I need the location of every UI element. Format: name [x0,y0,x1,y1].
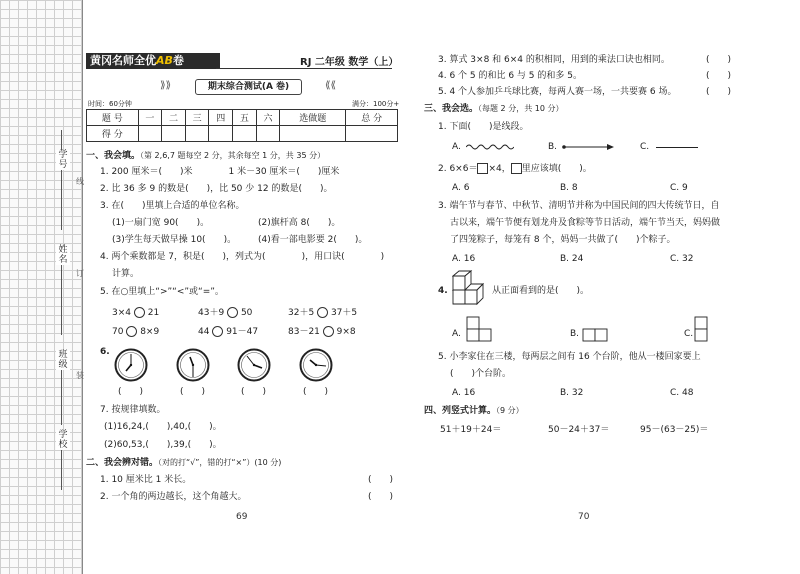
choice-2-text-c: 里应该填( )。 [521,164,592,174]
page-number-left: 69 [236,512,248,522]
edition-label: RJ 二年级 数学（上） [300,57,399,68]
exam-full-score: 满分：100分+ [352,100,400,108]
compare-circle[interactable] [317,307,328,318]
choice-3-line-2: 古以来，端午节便有划龙舟及食粽等节日活动，端午节当天，妈妈做 [450,218,721,228]
fold-mark-2: 订 [76,269,84,278]
calc-problem-1: 51＋19＋24＝ [440,425,502,435]
score-input-cell[interactable] [138,126,162,142]
view-shape-a-icon [466,316,492,342]
compare-right: 91－47 [226,327,259,337]
question-1-4b: 计算。 [112,269,140,279]
question-1-1: 1. 200 厘米＝( )米 1 米－30 厘米＝( )厘米 [100,167,340,177]
section-3-heading [424,103,563,115]
question-1-7: 7. 按规律填数。 [100,405,166,415]
brand-suffix: 卷 [172,54,184,67]
score-table-cell: 总 分 [346,110,398,126]
compare-left: 70 [112,327,124,337]
choice-3-option-a[interactable]: A. 16 [452,254,476,264]
choice-2 [438,163,592,175]
brand-banner [86,53,220,69]
exam-title: 期末综合测试(A 卷) [195,79,302,95]
question-1-7b: (2)60,53,( ),39,( )。 [104,440,222,450]
choice-1-option-a[interactable]: A. [452,142,461,152]
section-3-note: （每题 2 分，共 10 分） [478,104,564,113]
clock-icon-1 [114,348,148,382]
score-input-cell[interactable] [256,126,280,142]
score-table-row [87,110,398,126]
score-table-cell: 二 [162,110,186,126]
choice-3-line-1: 3. 端午节与春节、中秋节、清明节并称为中国民间的四大传统节日，自 [438,201,720,211]
compare-left: 32＋5 [288,308,315,318]
choice-2-option-a[interactable]: A. 6 [452,183,470,193]
choice-2-option-c[interactable]: C. 9 [670,183,688,193]
score-table-cell: 三 [185,110,209,126]
compare-circle[interactable] [212,326,223,337]
clock-blank-4[interactable]: ( ) [303,387,329,397]
section-2-title: 二、我会辨对错。 [86,458,159,468]
fold-mark-1: 线 [76,177,84,186]
choice-3-line-3: 了四笼粽子，每笼有 8 个，妈妈一共做了( )个粽子。 [450,235,676,245]
score-table-cell: 得 分 [87,126,139,142]
judge-5: 5. 4 个人参加乒乓球比赛，每两人赛一场，一共要赛 6 场。 [438,87,677,97]
section-1-title: 一、我会填。 [86,151,141,161]
binder-grid-strip [0,0,83,574]
calc-problem-2: 50－24＋37＝ [548,425,610,435]
clock-blank-1[interactable]: ( ) [118,387,144,397]
judge-4-paren[interactable]: ( ) [706,71,732,81]
binder-label-xingming: 姓名 [56,245,70,265]
choice-5-option-b[interactable]: B. 32 [560,388,584,398]
question-1-6: 6. [100,347,110,357]
section-4-note: （9 分） [496,406,524,415]
score-input-cell[interactable] [162,126,186,142]
binder-line-2 [61,255,62,335]
compare-right: 9×8 [336,327,356,337]
score-table-cell: 一 [138,110,162,126]
choice-4-option-b[interactable]: B. [570,329,580,339]
question-1-3b: (2)旗杆高 8( )。 [258,218,341,228]
exam-time: 时间：60分钟 [88,100,132,108]
judge-3: 3. 算式 3×8 和 6×4 的积相同，用到的乘法口诀也相同。 [438,55,670,65]
clock-icon-3 [237,348,271,382]
compare-circle[interactable] [126,326,137,337]
compare-left: 3×4 [112,308,131,318]
score-table-cell: 四 [209,110,233,126]
blank-box [511,163,522,174]
segment-line-icon [656,147,698,148]
calc-problem-3: 95－(63－25)＝ [640,425,709,435]
compare-circle[interactable] [227,307,238,318]
section-1-note: （第 2,6,7 题每空 2 分，其余每空 1 分，共 35 分） [140,151,326,160]
score-table-cell: 六 [256,110,280,126]
title-arrows-right-icon: ⟪⟪ [325,80,337,91]
compare-right: 50 [240,308,253,318]
blank-box [477,163,488,174]
choice-1-option-c[interactable]: C. [640,142,650,152]
score-input-cell[interactable] [280,126,346,142]
section-4-heading [424,405,524,417]
compare-right: 21 [147,308,160,318]
brand-name: 黄冈名师全优 [90,54,156,67]
cube-stack-icon [452,270,490,306]
question-1-4a: 4. 两个乘数都是 7，积是( )，列式为( )，用口诀( ) [100,252,385,262]
question-1-7a: (1)16,24,( ),40,( )。 [104,422,222,432]
view-shape-b-icon [582,328,608,342]
judge-2-paren[interactable]: ( ) [368,492,394,502]
judge-5-paren[interactable]: ( ) [706,87,732,97]
binder-line-1 [61,130,62,230]
choice-4-number: 4. [438,286,448,296]
section-2-note: （对的打“√”，错的打“×”）(10 分) [158,458,282,467]
section-4-title: 四、列竖式计算。 [424,406,497,416]
score-table-cell: 五 [233,110,257,126]
choice-2-text-b: ×4， [488,164,511,174]
compare-item-3 [288,307,357,319]
binder-label-xuexiao: 学校 [56,430,70,450]
score-table-row [87,126,398,142]
score-table [86,109,398,142]
choice-4-option-a[interactable]: A. [452,329,461,339]
section-2-heading [86,457,281,469]
judge-1: 1. 10 厘米比 1 米长。 [100,475,192,485]
question-1-3a: (1)一扇门宽 90( )。 [112,218,210,228]
clock-blank-3[interactable]: ( ) [241,387,267,397]
score-input-cell[interactable] [209,126,233,142]
clock-icon-4 [299,348,333,382]
compare-circle[interactable] [323,326,334,337]
compare-left: 44 [198,327,210,337]
wavy-line-icon [466,143,514,151]
judge-4: 4. 6 个 5 的和比 6 与 5 的和多 5。 [438,71,582,81]
compare-left: 43＋9 [198,308,225,318]
score-table-cell: 选做题 [280,110,346,126]
choice-5-line-1: 5. 小李家住在三楼，每两层之间有 16 个台阶，他从一楼回家要上 [438,352,701,362]
judge-2: 2. 一个角的两边越长，这个角越大。 [100,492,247,502]
fold-mark-3: 装 [76,371,84,380]
page-number-right: 70 [578,512,590,522]
compare-item-5 [198,326,258,338]
question-1-2: 2. 比 36 多 9 的数是( )，比 50 少 12 的数是( )。 [100,184,333,194]
title-arrows-left-icon: ⟫⟫ [160,80,172,91]
section-1-heading [86,150,325,162]
compare-item-6 [288,326,356,338]
choice-2-option-b[interactable]: B. 8 [560,183,578,193]
compare-left: 83－21 [288,327,320,337]
choice-1: 1. 下面( )是线段。 [438,122,529,132]
compare-right: 37＋5 [330,308,358,318]
score-input-cell[interactable] [185,126,209,142]
clock-blank-2[interactable]: ( ) [180,387,206,397]
choice-3-option-c[interactable]: C. 32 [670,254,694,264]
question-1-3c: (3)学生每天做早操 10( )。 [112,235,237,245]
judge-3-paren[interactable]: ( ) [706,55,732,65]
view-shape-c-icon [694,316,708,342]
choice-1-option-b[interactable]: B. [548,142,558,152]
choice-4-option-c[interactable]: C. [684,329,694,339]
compare-item-4 [112,326,159,338]
section-3-title: 三、我会选。 [424,104,479,114]
ray-icon [562,144,614,150]
score-table-cell: 题 号 [87,110,139,126]
compare-right: 8×9 [140,327,160,337]
question-1-3d: (4)看一部电影要 2( )。 [258,235,368,245]
choice-2-text-a: 2. 6×6＝ [438,164,478,174]
compare-item-2 [198,307,252,319]
question-1-3: 3. 在( )里填上合适的单位名称。 [100,201,245,211]
binder-label-banji: 班级 [56,350,70,370]
score-input-cell[interactable] [346,126,398,142]
clock-icon-2 [176,348,210,382]
judge-1-paren[interactable]: ( ) [368,475,394,485]
choice-5-line-2: ( )个台阶。 [450,369,512,379]
choice-3-option-b[interactable]: B. 24 [560,254,584,264]
binder-label-xuehao: 学号 [56,150,70,170]
brand-ab: AB [156,54,173,67]
compare-circle[interactable] [134,307,145,318]
score-input-cell[interactable] [233,126,257,142]
compare-item-1 [112,307,159,319]
choice-5-option-a[interactable]: A. 16 [452,388,476,398]
choice-4-text: 从正面看到的是( )。 [492,286,590,296]
question-1-5: 5. 在○里填上“>”“<”或“=”。 [100,287,224,297]
choice-5-option-c[interactable]: C. 48 [670,388,694,398]
